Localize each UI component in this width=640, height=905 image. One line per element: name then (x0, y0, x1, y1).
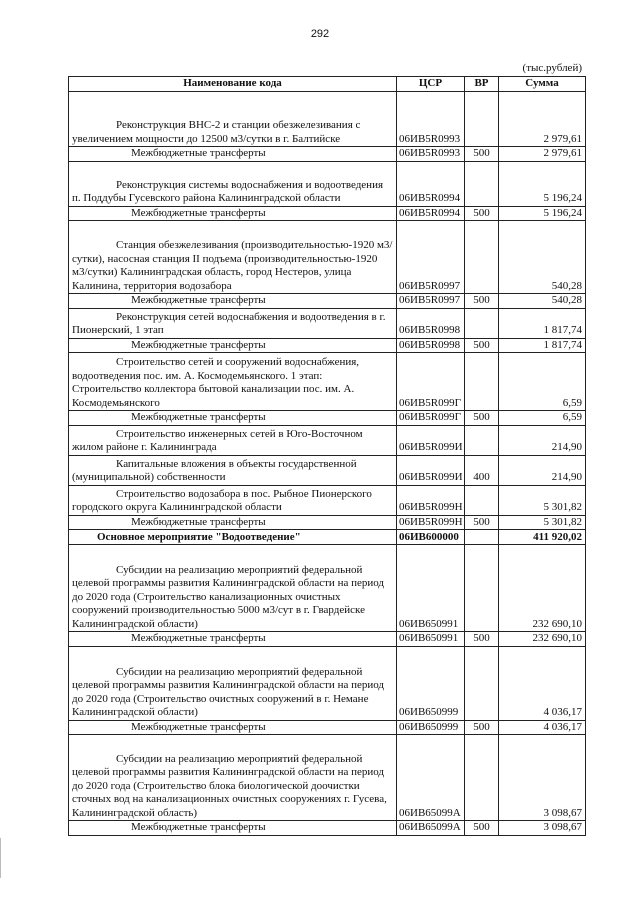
table-row (69, 338, 586, 353)
row-name-text: Строительство сетей и сооружений водоснабжения, водоотведения пос. им. А. Космодемьянского. 1 этап: Строительство коллектора бытовой канализации пос. им. А. Космодемьянского (72, 356, 360, 409)
row-name (69, 353, 397, 411)
row-name-text: Реконструкция системы водоснабжения и водоотведения п. Поддубы Гусевского района Калининградской области (72, 178, 384, 204)
row-csr: 06ИВ5R099Г (397, 353, 465, 411)
row-sum: 232 690,10 (499, 632, 586, 647)
row-name-text: Межбюджетные трансферты (131, 294, 266, 306)
row-vr: 500 (465, 632, 499, 647)
row-name (69, 455, 397, 485)
row-name-text: Межбюджетные трансферты (131, 720, 266, 733)
row-vr (465, 92, 499, 147)
page-number: 292 (310, 28, 330, 40)
row-vr: 400 (465, 455, 499, 485)
row-csr: 06ИВ5R0998 (397, 338, 465, 353)
row-sum: 411 920,02 (499, 530, 586, 545)
row-sum: 4 036,17 (499, 646, 586, 720)
row-sum: 540,28 (499, 294, 586, 309)
table-row (69, 455, 586, 485)
row-name-text: Межбюджетные трансферты (131, 338, 266, 351)
row-name (69, 221, 397, 294)
row-vr: 500 (465, 206, 499, 221)
row-name (69, 294, 397, 309)
table-row (69, 530, 586, 545)
header-name: Наименование кода (69, 77, 397, 92)
table-row (69, 545, 586, 632)
row-vr (465, 221, 499, 294)
table-row (69, 821, 586, 836)
row-name-text: Межбюджетные трансферты (131, 147, 266, 159)
table-body (69, 92, 586, 836)
row-csr: 06ИВ65099А (397, 735, 465, 821)
row-name (69, 411, 397, 426)
row-vr: 500 (465, 338, 499, 353)
row-sum: 2 979,61 (499, 92, 586, 147)
row-sum: 4 036,17 (499, 720, 586, 735)
row-name (69, 530, 397, 545)
row-csr: 06ИВ650999 (397, 646, 465, 720)
table-row (69, 485, 586, 515)
row-name (69, 425, 397, 455)
row-name-text: Основное мероприятие "Водоотведение" (97, 530, 301, 543)
row-csr: 06ИВ5R0997 (397, 221, 465, 294)
row-csr: 06ИВ5R0994 (397, 161, 465, 206)
table-row (69, 425, 586, 455)
row-csr: 06ИВ65099А (397, 821, 465, 836)
row-sum: 214,90 (499, 425, 586, 455)
row-vr: 500 (465, 720, 499, 735)
row-sum: 6,59 (499, 411, 586, 426)
row-sum: 3 098,67 (499, 735, 586, 821)
row-name-text: Межбюджетные трансферты (131, 411, 266, 423)
row-csr: 06ИВ600000 (397, 530, 465, 545)
row-name-text: Межбюджетные трансферты (131, 821, 266, 833)
table-row (69, 735, 586, 821)
table-row (69, 294, 586, 309)
row-csr: 06ИВ5R0993 (397, 92, 465, 147)
table-row (69, 147, 586, 162)
row-name-text: Станция обезжелезивания (производительностью-1920 м3/сутки), насосная станция II подъема (производительностью-1920 м3/сутки) Калининградская область, город Нестеров, улица Калинина, территория водозабора (72, 239, 393, 292)
row-vr: 500 (465, 411, 499, 426)
row-name (69, 485, 397, 515)
row-vr (465, 353, 499, 411)
row-csr: 06ИВ5R099Н (397, 485, 465, 515)
table-row (69, 92, 586, 147)
row-name (69, 161, 397, 206)
row-csr: 06ИВ650999 (397, 720, 465, 735)
row-vr (465, 485, 499, 515)
row-name-text: Капитальные вложения в объекты государственной (муниципальной) собственности (72, 457, 357, 483)
row-name-text: Субсидии на реализацию мероприятий федеральной целевой программы развития Калининградской области на период до 2020 года (Строительство канализационных очистных сооружений производительностью 5000 м3/сут в г. Гвардейске Калининградской области) (72, 563, 385, 630)
header-vr: ВР (465, 77, 499, 92)
row-sum: 5 196,24 (499, 206, 586, 221)
row-name (69, 308, 397, 338)
row-name-text: Строительство водозабора в пос. Рыбное Пионерского городского округа Калининградской области (72, 487, 372, 513)
row-csr: 06ИВ5R099И (397, 455, 465, 485)
row-csr: 06ИВ5R0993 (397, 147, 465, 162)
units-label: (тыс.рублей) (522, 62, 582, 74)
row-sum: 214,90 (499, 455, 586, 485)
row-name (69, 720, 397, 735)
row-name (69, 646, 397, 720)
row-vr (465, 530, 499, 545)
row-vr: 500 (465, 821, 499, 836)
row-vr (465, 545, 499, 632)
row-csr: 06ИВ5R099И (397, 425, 465, 455)
row-vr (465, 735, 499, 821)
row-sum: 5 196,24 (499, 161, 586, 206)
row-name (69, 206, 397, 221)
row-vr: 500 (465, 147, 499, 162)
row-name (69, 92, 397, 147)
row-sum: 540,28 (499, 221, 586, 294)
row-name (69, 632, 397, 647)
table-row (69, 308, 586, 338)
row-sum: 1 817,74 (499, 338, 586, 353)
table-row (69, 515, 586, 530)
budget-table (68, 76, 586, 836)
row-vr (465, 308, 499, 338)
row-sum: 6,59 (499, 353, 586, 411)
row-name (69, 338, 397, 353)
row-name-text: Межбюджетные трансферты (131, 515, 266, 528)
table-row (69, 221, 586, 294)
row-sum: 232 690,10 (499, 545, 586, 632)
header-sum: Сумма (499, 77, 586, 92)
row-vr (465, 646, 499, 720)
row-csr: 06ИВ5R099Н (397, 515, 465, 530)
row-vr: 500 (465, 294, 499, 309)
row-name-text: Субсидии на реализацию мероприятий федеральной целевой программы развития Калининградской области на период до 2020 года (Строительство очистных сооружений в г. Немане Калининградской области) (72, 665, 385, 718)
row-name (69, 735, 397, 821)
table-row (69, 206, 586, 221)
table-row (69, 161, 586, 206)
row-name (69, 147, 397, 162)
table-row (69, 632, 586, 647)
row-csr: 06ИВ650991 (397, 632, 465, 647)
row-name-text: Субсидии на реализацию мероприятий федеральной целевой программы развития Калининградской области на период до 2020 года (Строительство блока биологической доочистки сточных вод на канализационных очистных сооружениях г. Гусева, Калининградской область) (72, 752, 387, 819)
row-name-text: Строительство инженерных сетей в Юго-Восточном жилом районе г. Калининграда (72, 427, 363, 453)
table-row (69, 646, 586, 720)
row-csr: 06ИВ650991 (397, 545, 465, 632)
table-row (69, 720, 586, 735)
row-name (69, 545, 397, 632)
row-csr: 06ИВ5R0998 (397, 308, 465, 338)
row-sum: 1 817,74 (499, 308, 586, 338)
row-vr (465, 161, 499, 206)
row-sum: 3 098,67 (499, 821, 586, 836)
row-name-text: Межбюджетные трансферты (131, 632, 266, 644)
table-row (69, 353, 586, 411)
row-name-text: Реконструкция сетей водоснабжения и водоотведения в г. Пионерский, 1 этап (72, 310, 386, 336)
row-vr (465, 425, 499, 455)
header-csr: ЦСР (397, 77, 465, 92)
row-name (69, 821, 397, 836)
table-row (69, 411, 586, 426)
scan-margin-mark (0, 838, 1, 878)
row-sum: 5 301,82 (499, 515, 586, 530)
row-vr: 500 (465, 515, 499, 530)
row-name-text: Межбюджетные трансферты (131, 206, 266, 219)
row-csr: 06ИВ5R0997 (397, 294, 465, 309)
table-header-row (69, 77, 586, 92)
row-csr: 06ИВ5R0994 (397, 206, 465, 221)
row-name (69, 515, 397, 530)
row-name-text: Реконструкция ВНС-2 и станции обезжелезивания с увеличением мощности до 12500 м3/сутки в г. Балтийске (72, 119, 361, 145)
row-csr: 06ИВ5R099Г (397, 411, 465, 426)
row-sum: 5 301,82 (499, 485, 586, 515)
row-sum: 2 979,61 (499, 147, 586, 162)
